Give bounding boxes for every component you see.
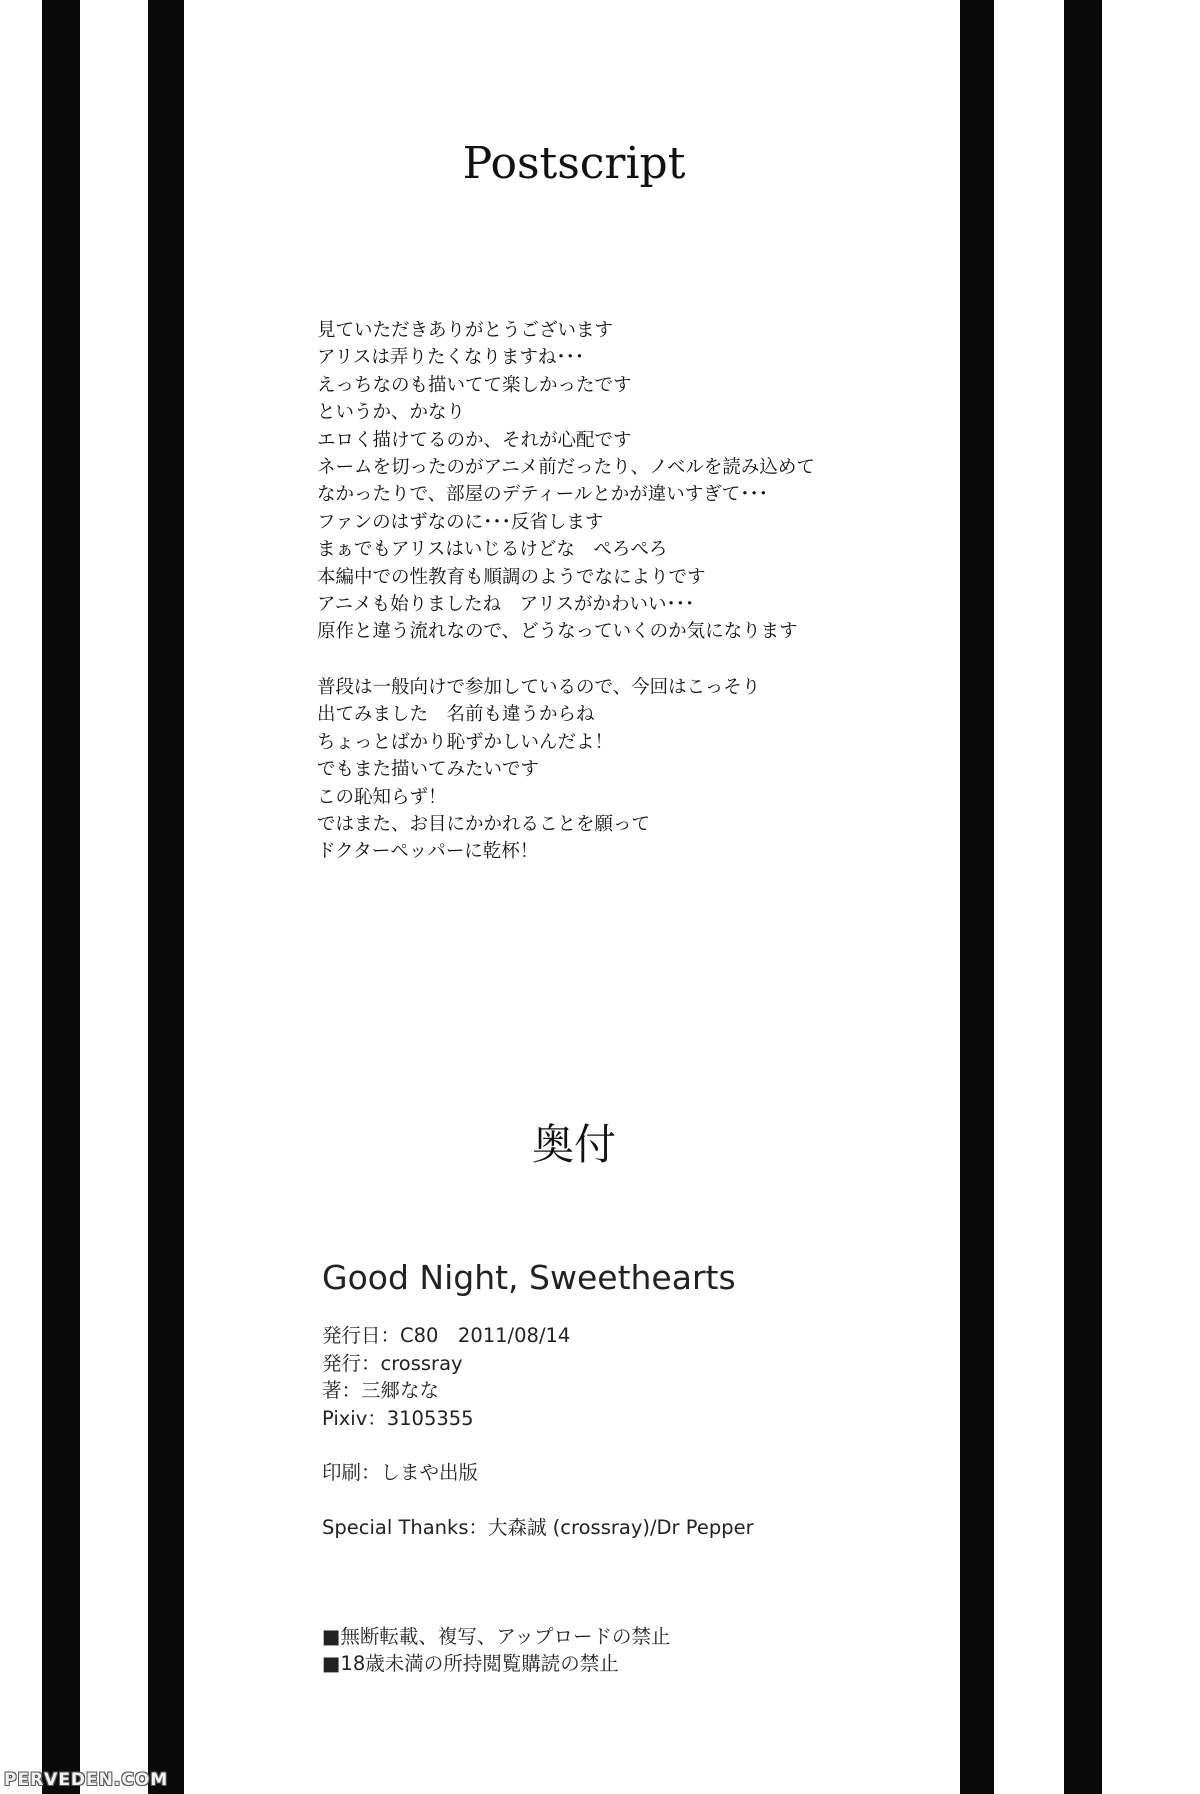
text-line: ファンのはずなのに･･･反省します [317,511,604,533]
printer: 印刷：しまや出版 [322,1461,479,1484]
text-line: アニメも始りましたね アリスがかわいい･･･ [317,594,695,616]
text-line: 原作と違う流れなので、どうなっていくのか気になります [317,621,798,643]
right-inner-stripe [960,0,994,1794]
left-outer-stripe [42,0,80,1794]
text-line: 見ていただきありがとうございます [317,320,614,341]
colophon-heading: 奥付 [531,1120,616,1169]
left-inner-stripe [148,0,184,1794]
author: 著：三郷なな [322,1379,440,1402]
notice-age-restriction: ■18歳未満の所持閲覧購読の禁止 [322,1652,619,1675]
text-line: というか、かなり [317,402,466,424]
publish-date: 発行日：C80 2011/08/14 [322,1324,571,1347]
site-watermark: PERVEDEN.COM [4,1770,169,1790]
text-line: アリスは弄りたくなりますね･･･ [317,347,585,369]
text-line: ドクターペッパーに乾杯！ [317,841,539,863]
text-line: エロく描けてるのか、それが心配です [317,429,632,451]
notice-no-reproduction: ■無断転載、複写、アップロードの禁止 [322,1625,671,1648]
postscript-paragraph-1 [317,317,937,646]
text-line: ネームを切ったのがアニメ前だったり、ノベルを読み込めて [317,457,815,479]
text-line: ちょっとばかり恥ずかしいんだよ！ [317,731,614,753]
postscript-title: Postscript [462,138,686,189]
book-title: Good Night, Sweethearts [322,1258,736,1297]
publisher: 発行：crossray [322,1352,463,1375]
right-outer-stripe [1064,0,1102,1794]
text-line: この恥知らず！ [317,786,447,808]
text-line: えっちなのも描いてて楽しかったです [317,374,632,396]
text-line: なかったりで、部屋のデティールとかが違いすぎて･･･ [317,484,769,506]
postscript-paragraph-2 [317,674,937,866]
text-line: 出てみました 名前も違うからね [317,704,595,726]
text-line: 普段は一般向けで参加しているので、今回はこっそり [317,677,761,698]
text-line: 本編中での性教育も順調のようでなによりです [317,566,706,588]
text-line: まぁでもアリスはいじるけどな ぺろぺろ [317,539,668,561]
special-thanks: Special Thanks：大森誠 (crossray)/Dr Pepper [322,1516,754,1539]
pixiv-id: Pixiv：3105355 [322,1407,474,1430]
text-line: でもまた描いてみたいです [317,759,540,781]
text-line: ではまた、お目にかかれることを願って [317,814,651,836]
